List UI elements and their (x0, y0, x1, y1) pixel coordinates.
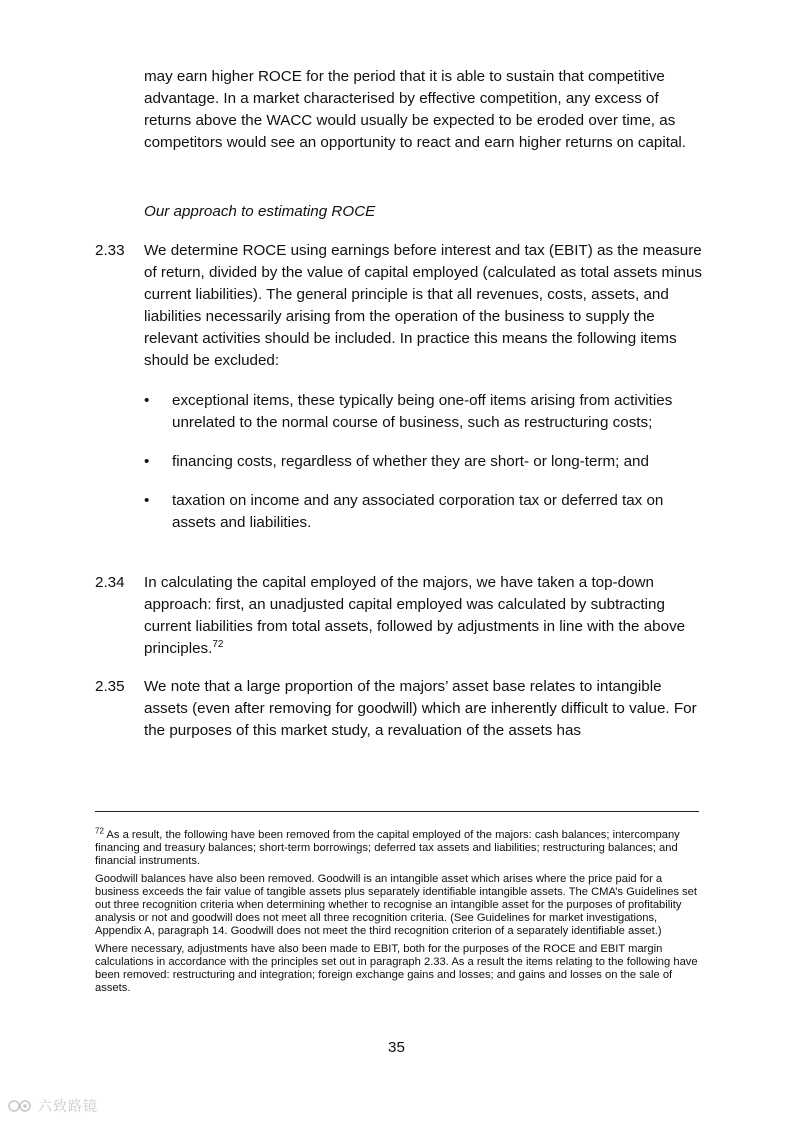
footnote-text: As a result, the following have been removed from the capital employed of the majors: cash balances; intercompany financing and treasury balances; short-term borrowings; deferred tax assets and liabilities; restructuring balances; and financial instruments. (95, 829, 680, 868)
paragraph-text-body: In calculating the capital employed of the majors, we have taken a top-down approach: first, an unadjusted capital employed was calculated by subtracting current liabilities from total assets, followed by adjustments in line with the above principles. (144, 574, 686, 657)
page-number: 35 (388, 1039, 405, 1056)
list-item-text: exceptional items, these typically being one-off items arising from activities unrelated to the normal course of business, such as restructuring costs; (172, 392, 673, 431)
list-item (144, 451, 704, 473)
continued-paragraph-text: may earn higher ROCE for the period that it is able to sustain that competitive advantage. In a market characterised by effective competition, any excess of returns above the WACC would usually be expected to be eroded over time, as competitors would see an opportunity to react and earn higher returns on capital. (144, 68, 687, 151)
footnote-text: Where necessary, adjustments have also been made to EBIT, both for the purposes of the ROCE and EBIT margin calculations in accordance with the principles set out in paragraph 2.33. As a result the items relating to the following have been removed: restructuring and integration; foreign exchange gains and losses; and gains and losses on the sale of assets. (95, 942, 698, 995)
paragraph-2-35 (95, 676, 705, 742)
bullet-icon: • (144, 492, 150, 509)
list-item-text: financing costs, regardless of whether they are short- or long-term; and (172, 453, 649, 470)
continued-paragraph (144, 66, 704, 154)
watermark-text: 六致路镜 (38, 1099, 98, 1115)
eye-logo-icon (8, 1098, 34, 1114)
footnote-number: 72 (95, 826, 104, 836)
footnote-line (95, 826, 705, 869)
bullet-icon: • (144, 392, 150, 409)
paragraph-number: 2.33 (95, 242, 125, 259)
paragraph-2-34 (95, 572, 705, 660)
paragraph-number: 2.34 (95, 574, 125, 591)
footnote-line (95, 943, 705, 996)
paragraph-2-33 (95, 240, 705, 372)
paragraph-number: 2.35 (95, 678, 125, 695)
list-item (144, 390, 704, 434)
list-item (144, 490, 704, 534)
watermark (8, 1096, 98, 1116)
footnote-separator (95, 811, 699, 812)
paragraph-text: We note that a large proportion of the majors’ asset base relates to intangible assets (even after removing for goodwill) which are inherently difficult to value. For the purposes of this market study, a revaluation of the assets has (144, 678, 697, 739)
footnote-reference[interactable]: 72 (212, 638, 224, 650)
paragraph-text (144, 572, 705, 660)
section-subheading: Our approach to estimating ROCE (144, 203, 376, 220)
footnote-text: Goodwill balances have also been removed. Goodwill is an intangible asset which arises where the price paid for a business exceeds the fair value of tangible assets plus separately identifiable intangible assets. The CMA’s Guidelines set out three recognition criteria when determining whether to recognise an intangible asset for the purposes of profitability analysis or not and goodwill does not meet all three recognition criteria. (See Guidelines for market investigations, Appendix A, paragraph 14. Goodwill does not meet the third recognition criterion of a separately identifiable asset.) (95, 872, 697, 938)
footnotes (95, 826, 705, 999)
footnote-line (95, 873, 705, 939)
list-item-text: taxation on income and any associated corporation tax or deferred tax on assets and liabilities. (172, 492, 664, 531)
exclusion-list (144, 390, 704, 551)
bullet-icon: • (144, 453, 150, 470)
paragraph-text: We determine ROCE using earnings before interest and tax (EBIT) as the measure of return, divided by the value of capital employed (calculated as total assets minus current liabilities). The general principle is that all revenues, costs, assets, and liabilities necessarily arising from the operation of the business to supply the relevant activities should be included. In practice this means the following items should be excluded: (144, 242, 703, 369)
